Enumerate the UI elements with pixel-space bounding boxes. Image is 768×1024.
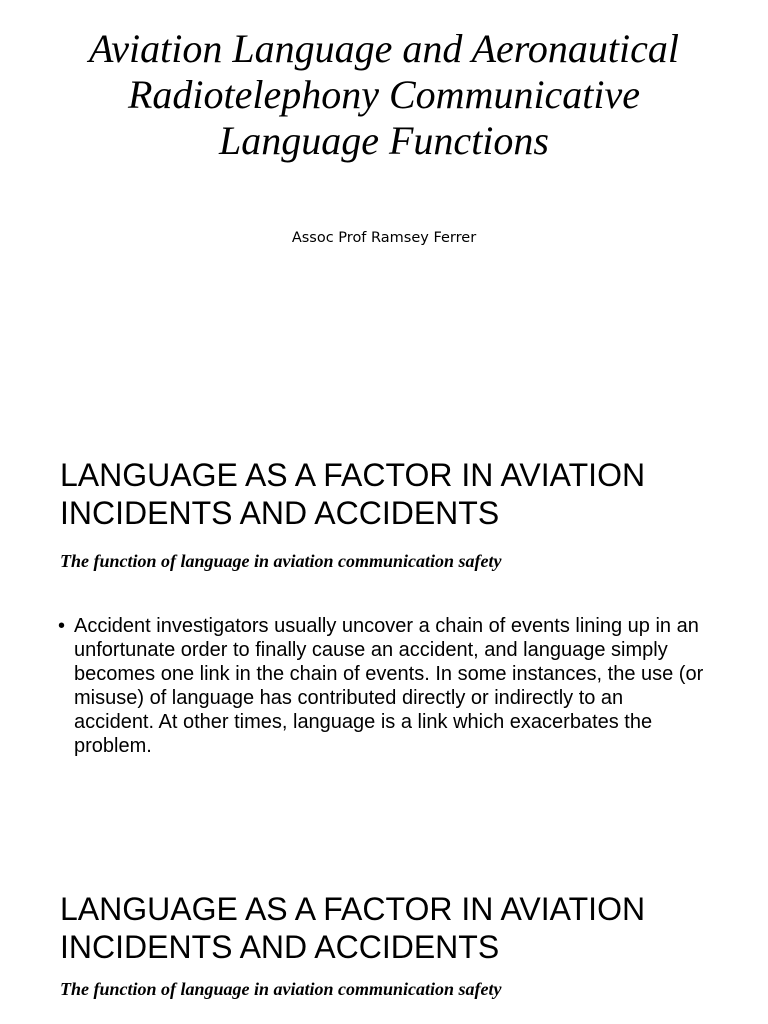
bullet-icon: •	[58, 615, 66, 637]
slide-3-subtitle: The function of language in aviation communication safety	[60, 979, 502, 999]
slide-2-subtitle: The function of language in aviation communication safety	[60, 551, 502, 571]
slide-3	[0, 860, 768, 1024]
slide-1-title: Aviation Language and Aeronautical Radiotelephony Communicative Language Functions	[89, 26, 679, 163]
slide-2-bullet-list	[58, 614, 708, 758]
bullet-text: Accident investigators usually uncover a chain of events lining up in an unfortunate order to finally cause an accident, and language simply becomes one link in the chain of events. In some instances, the use (or misuse) of language has contributed directly or indirectly to an accident. At other times, language is a link which exacerbates the problem.	[74, 615, 704, 757]
slide-2-title: LANGUAGE AS A FACTOR IN AVIATION INCIDENTS AND ACCIDENTS	[60, 457, 646, 531]
slide-2	[0, 430, 768, 860]
slide-1	[0, 0, 768, 430]
list-item	[58, 614, 708, 758]
slide-1-author: Assoc Prof Ramsey Ferrer	[291, 230, 477, 246]
slide-3-title: LANGUAGE AS A FACTOR IN AVIATION INCIDENTS AND ACCIDENTS	[60, 891, 646, 965]
